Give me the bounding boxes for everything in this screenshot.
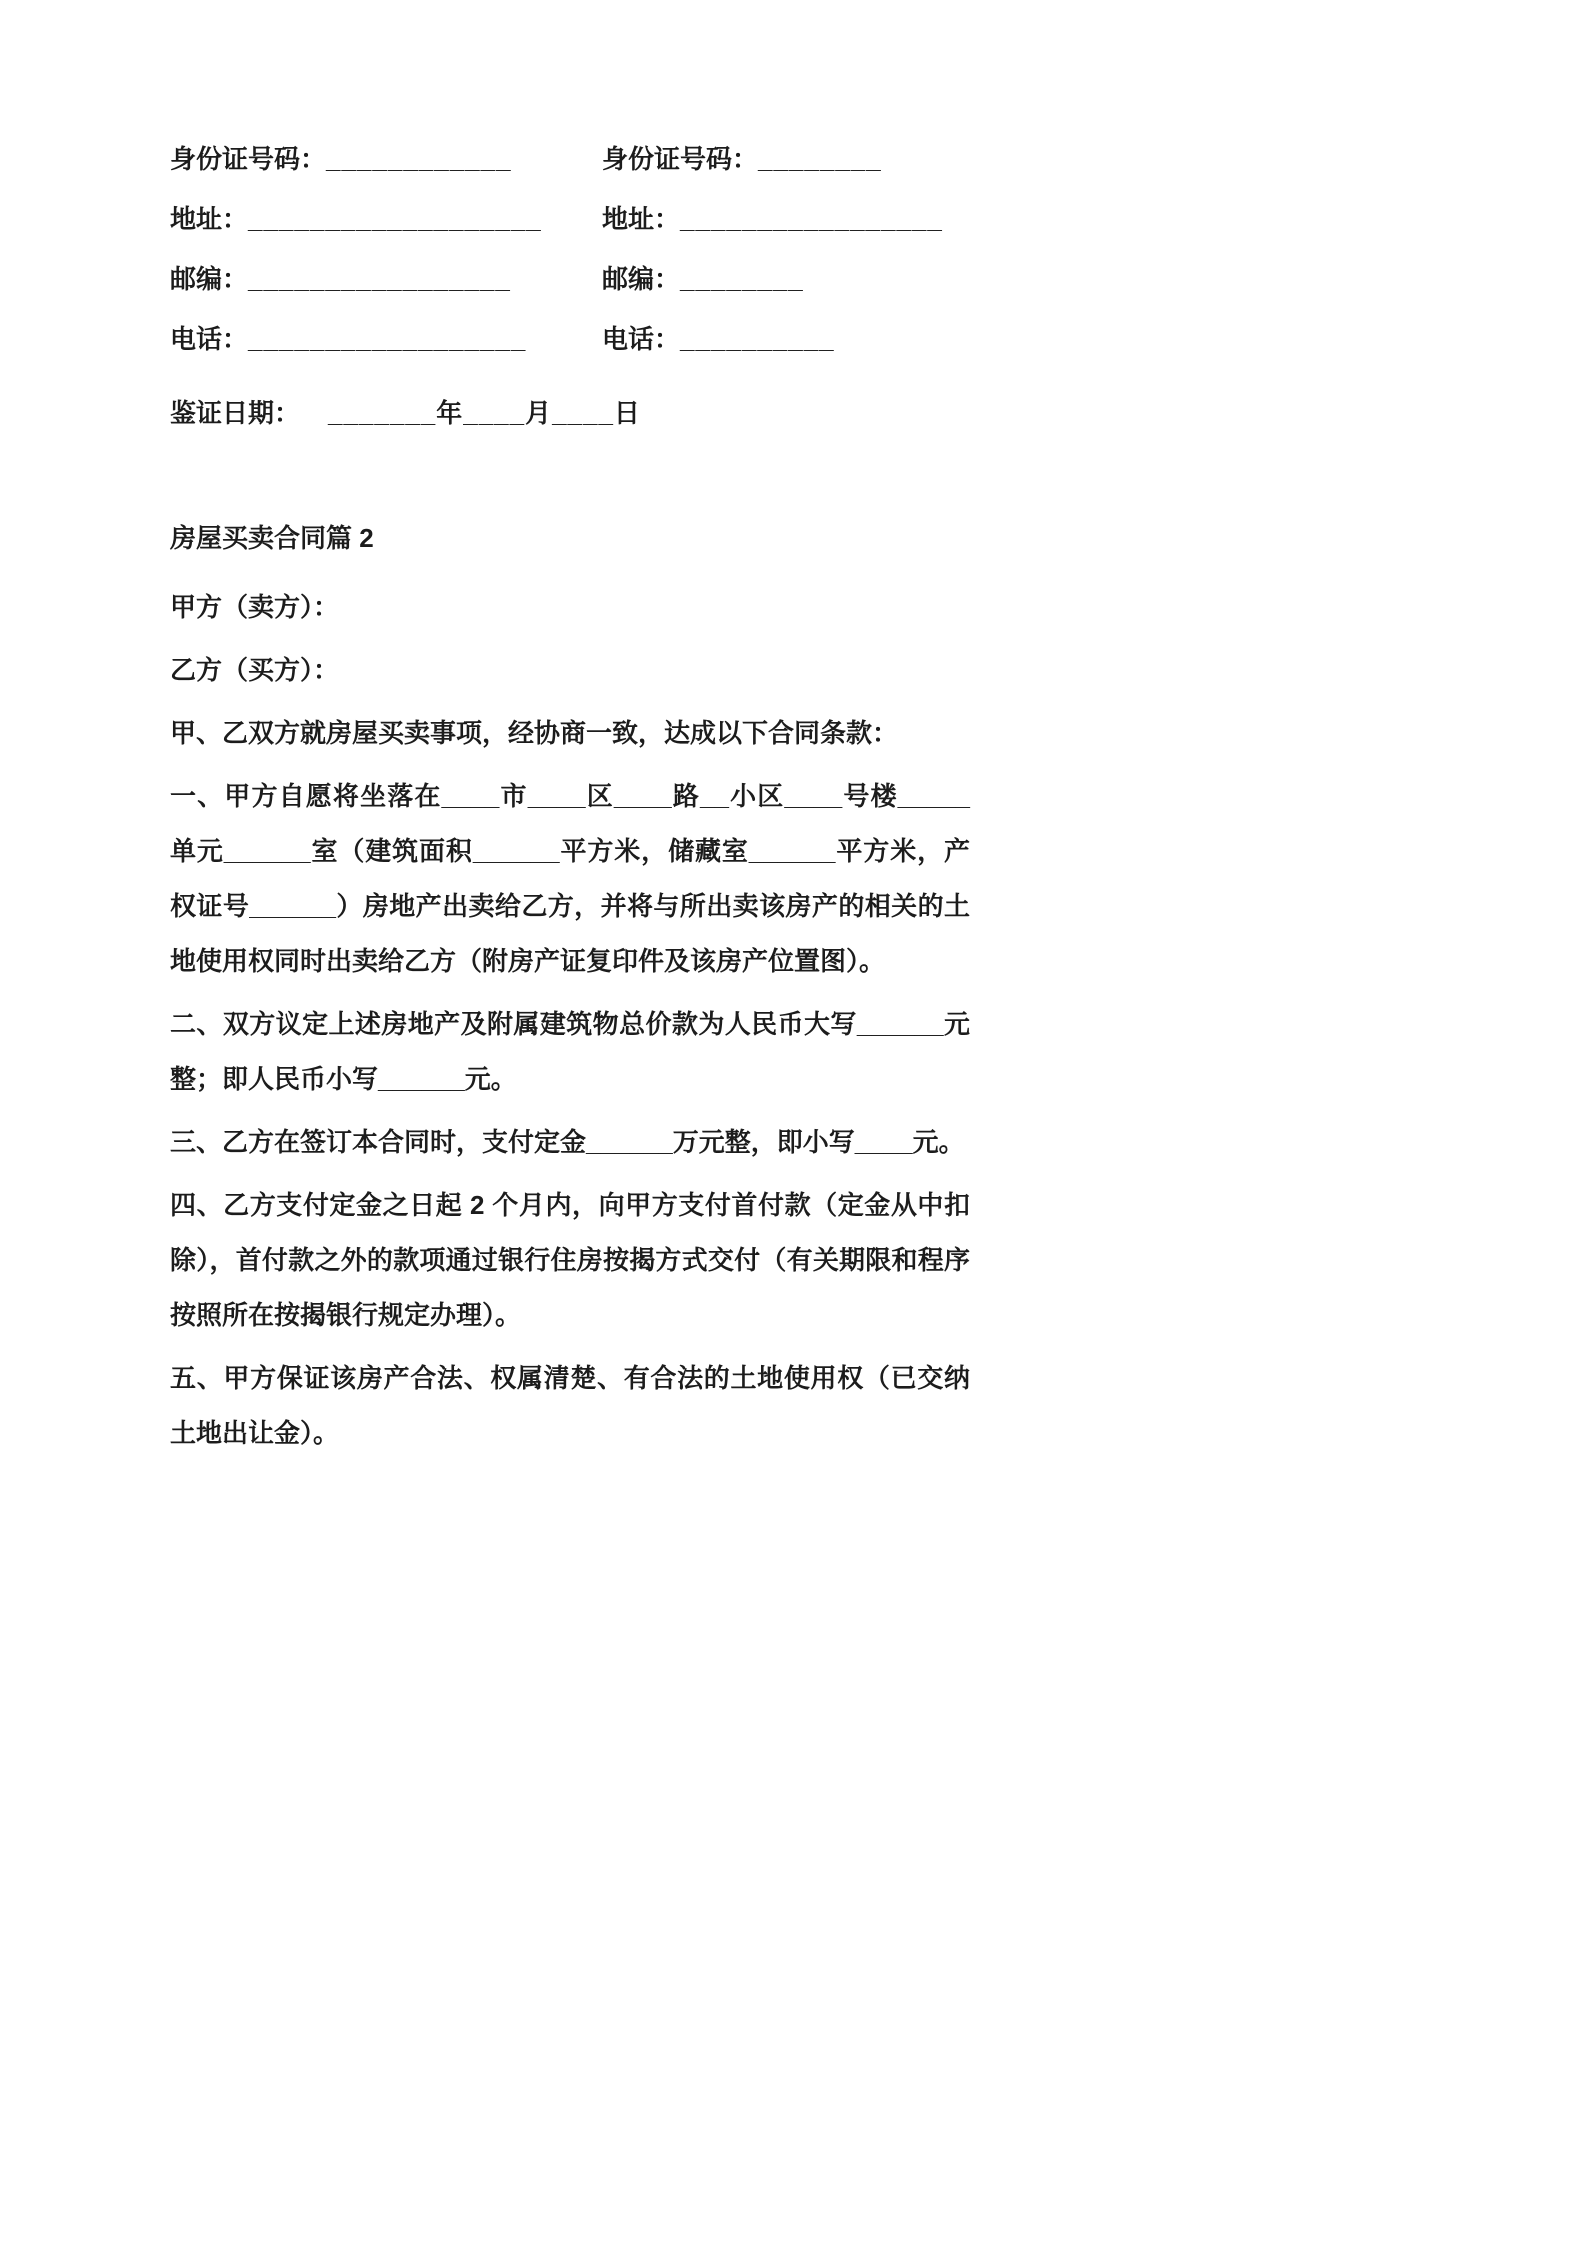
contract-clause-5: 五、甲方保证该房产合法、权属清楚、有合法的土地使用权（已交纳土地出让金）。 bbox=[170, 1363, 970, 1448]
field-row-address-right bbox=[602, 202, 970, 236]
field-label: 鉴证日期： bbox=[170, 398, 301, 428]
field-label: 地址： bbox=[170, 204, 249, 234]
field-label: 电话： bbox=[602, 324, 681, 354]
field-blank: _________________ bbox=[248, 264, 511, 294]
contract-paragraph-party-b: 乙方（买方）： bbox=[170, 655, 340, 685]
field-blank: ________ bbox=[680, 264, 804, 294]
field-row-postcode-left bbox=[170, 262, 602, 296]
field-label: 邮编： bbox=[170, 264, 249, 294]
party-info-right-column bbox=[602, 142, 970, 382]
field-blank: ________ bbox=[758, 144, 882, 174]
field-blank: ___________________ bbox=[248, 204, 542, 234]
field-label: 身份证号码： bbox=[602, 144, 759, 174]
field-row-id-number-right bbox=[602, 142, 970, 176]
party-info-left-column bbox=[170, 142, 602, 382]
field-label: 邮编： bbox=[602, 264, 681, 294]
field-row-phone-right bbox=[602, 322, 970, 356]
contract-clause-2: 二、双方议定上述房地产及附属建筑物总价款为人民币大写______元整；即人民币小写______元。 bbox=[170, 1009, 970, 1094]
contract-clause-3: 三、乙方在签订本合同时，支付定金______万元整，即小写____元。 bbox=[170, 1127, 965, 1157]
field-blank: _______年____月____日 bbox=[328, 398, 641, 428]
contract-section-title: 房屋买卖合同篇 2 bbox=[170, 523, 374, 553]
field-label: 地址： bbox=[602, 204, 681, 234]
party-info-fields bbox=[170, 142, 970, 382]
field-row-id-number-left bbox=[170, 142, 602, 176]
contract-body bbox=[170, 580, 970, 1461]
field-blank: __________ bbox=[680, 324, 835, 354]
contract-clause-1: 一、甲方自愿将坐落在____市____区____路__小区____号楼_____单元______室（建筑面积______平方米，储藏室______平方米，产权证号______）房地产出卖给乙方，并将与所出卖该房产的相关的土地使用权同时出卖给乙方（附房产证复印件及该房产位置图）。 bbox=[170, 781, 970, 976]
field-blank: ____________ bbox=[326, 144, 512, 174]
field-label: 电话： bbox=[170, 324, 249, 354]
field-blank: __________________ bbox=[248, 324, 527, 354]
document-content bbox=[170, 142, 970, 1461]
field-blank: _________________ bbox=[680, 204, 943, 234]
contract-clause-4: 四、乙方支付定金之日起 2 个月内，向甲方支付首付款（定金从中扣除），首付款之外的款项通过银行住房按揭方式交付（有关期限和程序按照所在按揭银行规定办理）。 bbox=[170, 1190, 970, 1330]
field-label: 身份证号码： bbox=[170, 144, 327, 174]
contract-paragraph-party-a: 甲方（卖方）： bbox=[170, 592, 340, 622]
field-row-postcode-right bbox=[602, 262, 970, 296]
field-row-phone-left bbox=[170, 322, 602, 356]
field-row-address-left bbox=[170, 202, 602, 236]
contract-paragraph-preamble: 甲、乙双方就房屋买卖事项，经协商一致，达成以下合同条款： bbox=[170, 718, 899, 748]
field-row-attestation-date bbox=[170, 396, 970, 430]
